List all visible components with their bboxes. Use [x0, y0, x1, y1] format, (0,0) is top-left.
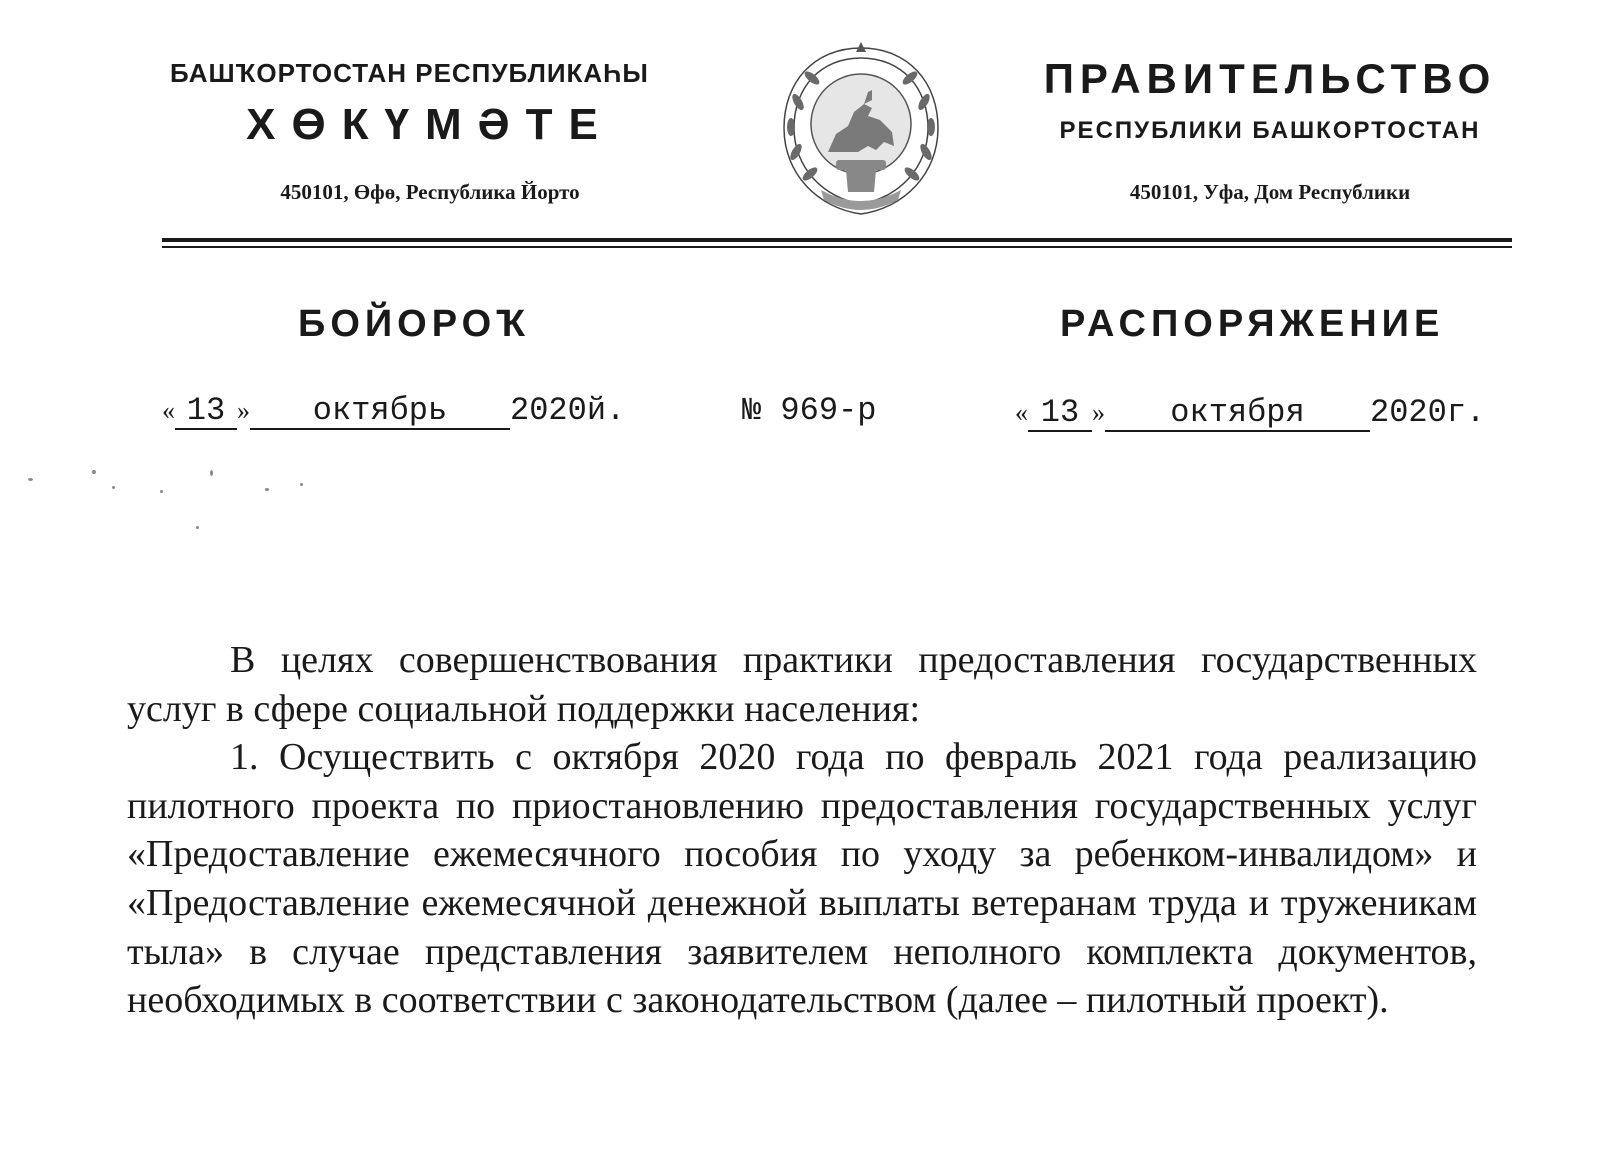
header-divider-thin — [162, 246, 1512, 248]
header-left-line2: ХӨКҮМӘТЕ — [246, 100, 614, 149]
document-type-russian: РАСПОРЯЖЕНИЕ — [1060, 303, 1445, 345]
date-right-open-quote: « — [1015, 398, 1028, 427]
date-right-year: 2020г. — [1370, 394, 1486, 431]
date-left-close-quote: » — [237, 396, 250, 425]
date-left-month: октябрь — [250, 394, 510, 430]
coat-of-arms-icon — [776, 42, 946, 222]
date-left-year: 2020й. — [510, 392, 626, 429]
date-right-month: октября — [1105, 396, 1370, 432]
header-left-line1: БАШҠОРТОСТАН РЕСПУБЛИКАҺЫ — [170, 58, 649, 88]
scan-speck — [300, 483, 303, 486]
date-left-open-quote: « — [162, 396, 175, 425]
document-body — [127, 636, 1477, 1025]
header-left-address: 450101, Өфө, Республика Йорто — [280, 180, 580, 204]
scan-speck — [160, 490, 163, 493]
scan-speck — [210, 470, 213, 476]
scan-speck — [112, 486, 115, 489]
date-right — [1015, 394, 1485, 432]
scan-speck — [265, 488, 269, 491]
header-right-line1: ПРАВИТЕЛЬСТВО — [1043, 55, 1497, 102]
scan-speck — [92, 470, 96, 474]
body-paragraph-2: 1. Осуществить с октября 2020 года по февраль 2021 года реализацию пилотного проекта по приостановлению предоставления государственных услуг «Предоставление ежемесячного пособия по уходу за ребенком-инвалидом» и «Предоставление ежемесячной денежной выплаты ветеранам труда и труженикам тыла» в случае представления заявителем неполного комплекта документов, необходимых в соответствии с законодательством (далее – пилотный проект). — [127, 736, 1477, 1022]
document-type-bashkir: БОЙОРОҠ — [298, 303, 531, 345]
date-right-day: 13 — [1028, 396, 1092, 432]
scan-speck — [28, 478, 33, 481]
body-paragraph-1: В целях совершенствования практики предоставления государственных услуг в сфере социальной поддержки населения: — [127, 639, 1477, 730]
header-right-address: 450101, Уфа, Дом Республики — [1129, 180, 1411, 204]
header-right-line2: РЕСПУБЛИКИ БАШКОРТОСТАН — [1059, 117, 1481, 144]
date-right-close-quote: » — [1092, 398, 1105, 427]
header-divider-thick — [162, 238, 1512, 242]
document-number: № 969-р — [742, 392, 877, 429]
date-left-day: 13 — [175, 394, 237, 430]
scan-speck — [196, 526, 199, 529]
date-left — [162, 392, 625, 430]
